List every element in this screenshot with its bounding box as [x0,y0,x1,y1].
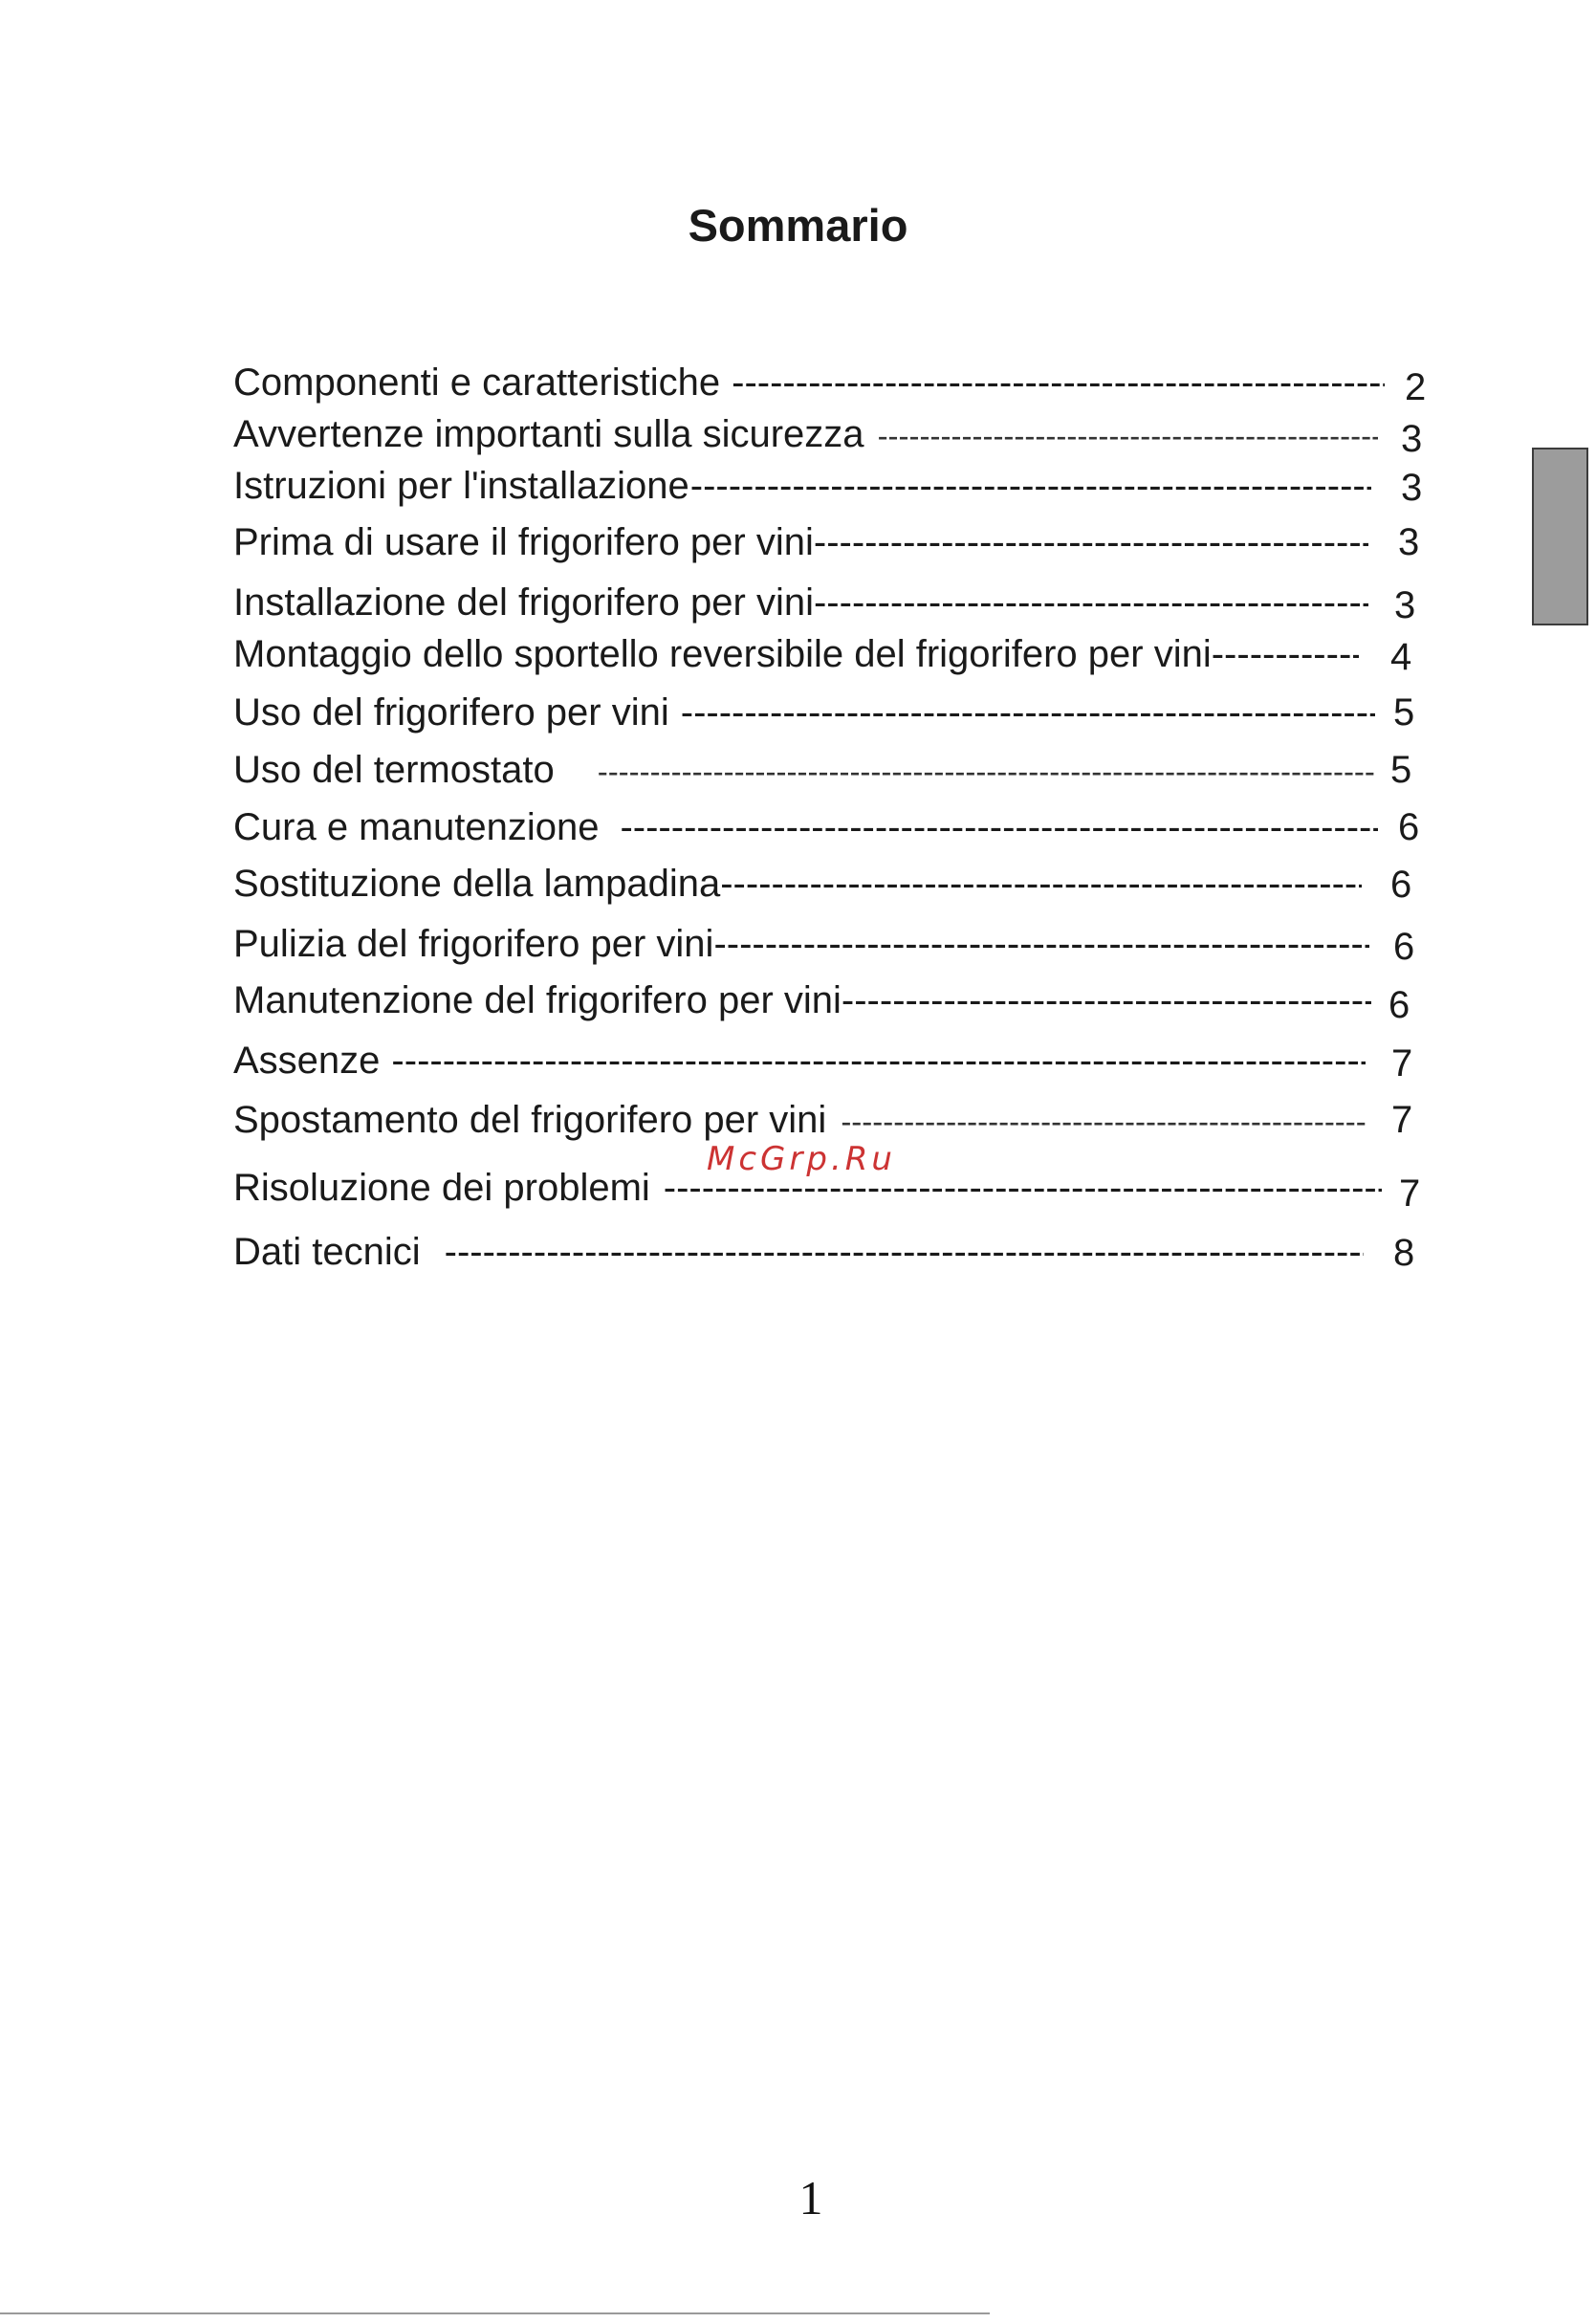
toc-entry-title: Installazione del frigorifero per vini [233,581,814,624]
toc-entry [233,412,1423,460]
toc-entry [233,361,1427,408]
toc-leader [732,361,1385,405]
toc-entry-title: Cura e manutenzione [233,806,600,848]
toc-leader [713,922,1369,966]
page-number: 1 [798,2171,823,2224]
toc-entry [233,922,1415,968]
toc-entry [233,632,1412,678]
toc-leader [690,464,1371,508]
toc-entry-page: 6 [1390,864,1412,906]
toc-entry [233,690,1415,734]
toc-leader [814,520,1368,564]
toc-entry-title: Dati tecnici [233,1231,421,1273]
toc-leader [391,1039,1366,1083]
toc-entry-title: Uso del termostato [233,749,555,791]
toc-leader [878,414,1378,458]
toc-entry [233,1098,1413,1142]
toc-entry [233,581,1416,626]
toc-entry-page: 6 [1393,926,1415,968]
toc-entry-title: Componenti e caratteristiche [233,362,721,404]
toc-entry-page: 6 [1398,806,1420,848]
toc-entry-title: Manutenzione del frigorifero per vini [233,979,842,1021]
watermark: McGrp.Ru [707,1140,896,1178]
toc-entry-title: Sostituzione della lampadina [233,863,721,905]
toc-entry-title: Risoluzione dei problemi [233,1167,650,1209]
toc-leader [445,1230,1364,1274]
toc-entry [233,1039,1413,1085]
toc-entry-title: Montaggio dello sportello reversibile del frigorifero per vini [233,633,1212,675]
toc-leader [842,978,1371,1022]
toc-entry-page: 3 [1394,584,1416,626]
toc-entry-title: Pulizia del frigorifero per vini [233,923,714,965]
toc-entry-page: 6 [1388,984,1410,1026]
toc-entry-page: 3 [1401,467,1423,509]
toc-entry-page: 3 [1398,521,1420,563]
toc-entry [233,1230,1415,1274]
toc-entry-title: Prima di usare il frigorifero per vini [233,521,814,563]
toc-entry-page: 2 [1405,366,1427,408]
toc-entry-page: 8 [1393,1232,1415,1274]
toc-entry [233,520,1420,564]
toc-entry-page: 3 [1401,418,1423,460]
toc-leader [598,750,1374,794]
toc-entry [233,748,1412,792]
toc-leader [720,862,1362,906]
toc-entry-page: 4 [1390,636,1412,678]
toc-entry-page: 7 [1391,1099,1413,1141]
toc-entry [233,805,1420,849]
toc-entry-title: Spostamento del frigorifero per vini [233,1099,827,1141]
toc-entry-page: 5 [1390,749,1412,791]
toc-entry [233,464,1423,509]
toc-entry-title: Istruzioni per l'installazione [233,465,689,507]
toc-entry-page: 5 [1393,691,1415,734]
toc-leader [814,581,1368,625]
toc-entry-page: 7 [1391,1042,1413,1085]
toc-entry-title: Uso del frigorifero per vini [233,691,669,734]
toc-entry-title: Avvertenze importanti sulla sicurezza [233,413,864,455]
toc-leader [681,690,1375,734]
toc-entry [233,862,1412,906]
toc-entry [233,978,1410,1026]
page-title: Sommario [688,200,908,251]
bottom-rule [0,2312,990,2314]
toc-leader [1212,632,1359,676]
toc-entry-title: Assenze [233,1040,381,1082]
section-tab-marker [1532,448,1588,625]
toc-leader [620,805,1378,849]
toc-entry-page: 7 [1399,1172,1421,1215]
